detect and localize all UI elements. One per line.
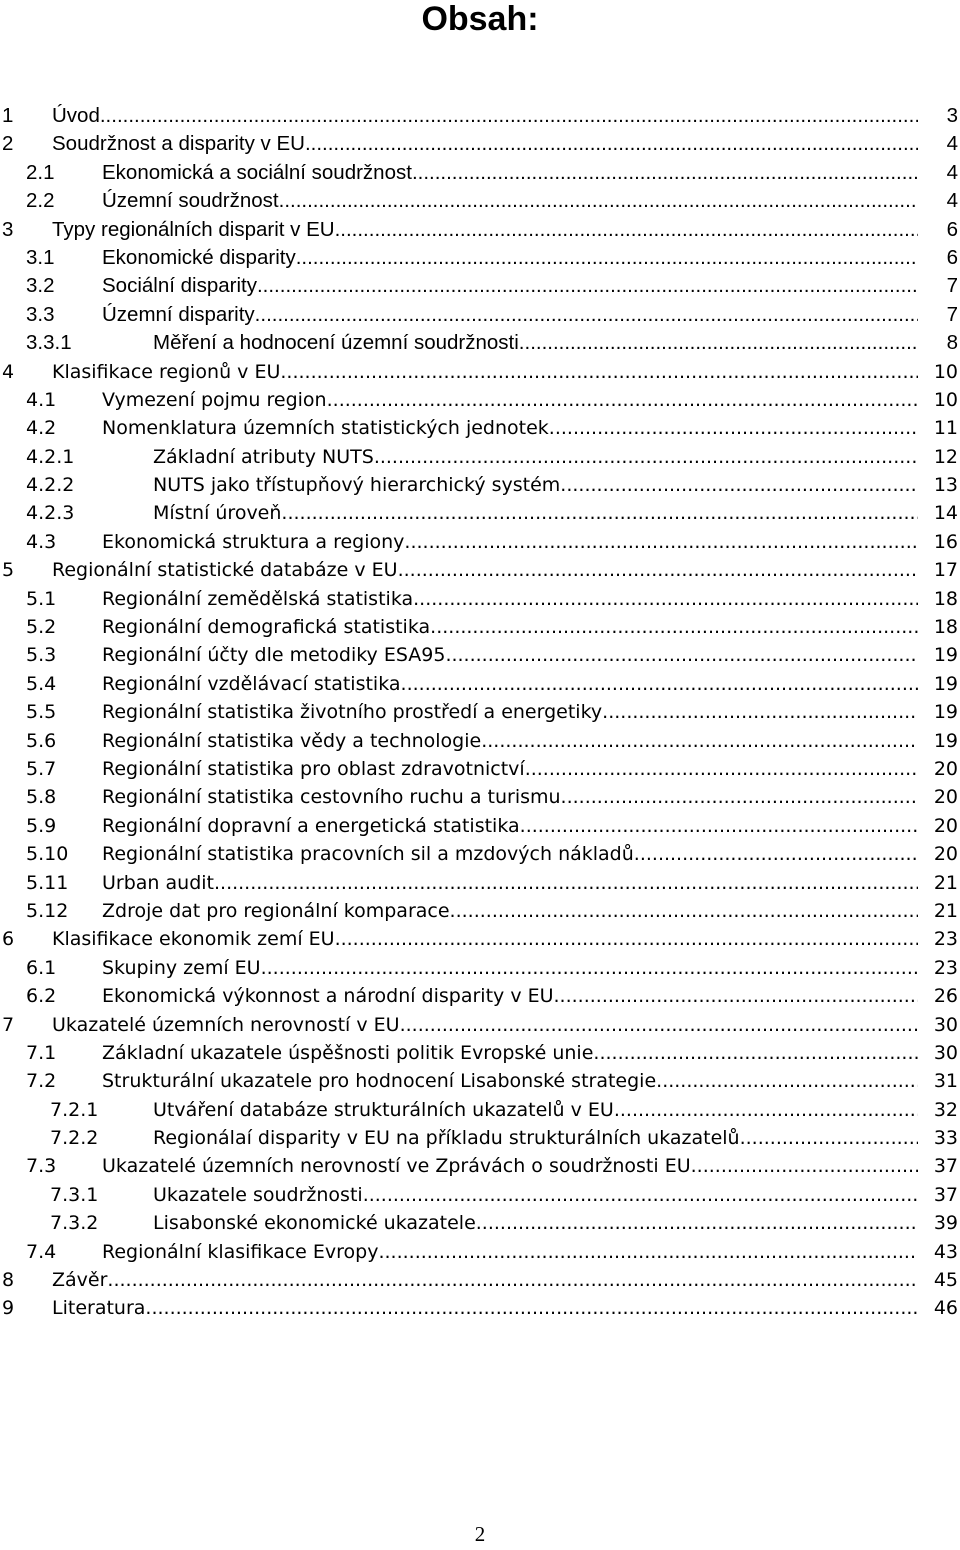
toc-entry-number: 4.2.2 bbox=[26, 474, 75, 497]
toc-entry-page: 19 bbox=[933, 729, 958, 752]
toc-leader-dots bbox=[100, 102, 918, 130]
toc-entry-page: 45 bbox=[933, 1269, 958, 1292]
toc-leader-dots bbox=[691, 1152, 918, 1180]
toc-leader-dots bbox=[305, 130, 918, 158]
toc-leader-dots bbox=[255, 301, 918, 329]
toc-entry-title: NUTS jako třístupňový hierarchický systém bbox=[153, 474, 561, 497]
toc-entry-title: Regionální statistika pracovních sil a mzdových nákladů bbox=[102, 843, 634, 866]
toc-entry-page: 8 bbox=[946, 331, 958, 355]
toc-entry-title: Strukturální ukazatele pro hodnocení Lisabonské strategie. bbox=[102, 1070, 663, 1093]
toc-entry-title: Regionální klasifikace Evropy bbox=[102, 1240, 379, 1263]
toc-leader-dots bbox=[662, 1067, 918, 1095]
toc-leader-dots bbox=[404, 528, 918, 556]
toc-entry-number: 4.1 bbox=[26, 388, 57, 411]
toc-entry-number: 7.2 bbox=[26, 1070, 57, 1093]
toc-entry-page: 39 bbox=[933, 1212, 958, 1235]
toc-entry-page: 46 bbox=[933, 1297, 958, 1320]
toc-entry-title: Regionální zemědělská statistika bbox=[102, 587, 414, 610]
toc-entry-number: 8 bbox=[2, 1269, 15, 1292]
toc-entry-title: Ekonomická výkonnost a národní disparity v EU bbox=[102, 985, 554, 1008]
toc-entry[interactable] bbox=[0, 954, 960, 982]
toc-entry-title: Regionální statistické databáze v EU bbox=[52, 559, 398, 582]
toc-leader-dots bbox=[401, 670, 918, 698]
toc-entry-number: 4 bbox=[2, 360, 15, 383]
toc-entry-number: 5.8 bbox=[26, 786, 57, 809]
toc-entry-number: 4.3 bbox=[26, 530, 57, 553]
toc-entry[interactable] bbox=[0, 1124, 960, 1152]
toc-entry[interactable] bbox=[0, 329, 960, 357]
toc-entry-number: 7.3.2 bbox=[50, 1212, 99, 1235]
toc-entry-page: 18 bbox=[933, 587, 958, 610]
toc-leader-dots bbox=[335, 925, 918, 953]
toc-entry-number: 7.1 bbox=[26, 1041, 57, 1064]
toc-entry-number: 5 bbox=[2, 559, 15, 582]
toc-entry-title: Zdroje dat pro regionální komparace bbox=[102, 899, 450, 922]
toc-entry[interactable] bbox=[0, 272, 960, 300]
toc-entry[interactable] bbox=[0, 187, 960, 215]
toc-entry-number: 3 bbox=[2, 217, 14, 241]
toc-entry-number: 5.12 bbox=[26, 899, 69, 922]
toc-entry[interactable] bbox=[0, 613, 960, 641]
toc-entry-title: Klasifikace regionů v EU bbox=[52, 360, 281, 383]
toc-leader-dots bbox=[363, 1181, 918, 1209]
toc-entry-page: 30 bbox=[933, 1013, 958, 1036]
toc-entry-number: 7.3 bbox=[26, 1155, 57, 1178]
toc-entry[interactable] bbox=[0, 159, 960, 187]
toc-entry[interactable] bbox=[0, 869, 960, 897]
toc-entry[interactable] bbox=[0, 755, 960, 783]
toc-entry-page: 7 bbox=[946, 274, 958, 298]
toc-entry[interactable] bbox=[0, 783, 960, 811]
toc-entry[interactable] bbox=[0, 1266, 960, 1294]
toc-entry-page: 4 bbox=[946, 132, 958, 156]
toc-entry[interactable] bbox=[0, 1294, 960, 1322]
toc-leader-dots bbox=[526, 812, 918, 840]
toc-entry-number: 5.6 bbox=[26, 729, 57, 752]
toc-entry-title: Ekonomická a sociální soudržnost bbox=[102, 160, 412, 184]
toc-entry-number: 5.5 bbox=[26, 701, 57, 724]
toc-entry-number: 5.2 bbox=[26, 616, 57, 639]
toc-leader-dots bbox=[335, 216, 918, 244]
toc-entry[interactable] bbox=[0, 727, 960, 755]
toc-entry-title: Ekonomická struktura a regiony bbox=[102, 530, 405, 553]
toc-leader-dots bbox=[280, 358, 918, 386]
toc-entry-number: 7.4 bbox=[26, 1240, 57, 1263]
toc-entry-page: 30 bbox=[933, 1041, 958, 1064]
toc-entry-title: Soudržnost a disparity v EU bbox=[52, 132, 305, 156]
toc-leader-dots bbox=[620, 1096, 918, 1124]
toc-entry-number: 1 bbox=[2, 104, 14, 127]
toc-entry-page: 32 bbox=[933, 1098, 958, 1121]
toc-leader-dots bbox=[296, 244, 918, 272]
toc-entry-page: 6 bbox=[946, 217, 958, 241]
toc-leader-dots bbox=[634, 840, 918, 868]
toc-entry-title: Místní úroveň bbox=[153, 502, 282, 525]
toc-entry-page: 19 bbox=[933, 672, 958, 695]
toc-entry[interactable] bbox=[0, 1039, 960, 1067]
toc-entry[interactable] bbox=[0, 1181, 960, 1209]
toc-entry[interactable] bbox=[0, 641, 960, 669]
toc-entry[interactable] bbox=[0, 556, 960, 584]
toc-entry[interactable] bbox=[0, 670, 960, 698]
toc-entry-page: 7 bbox=[946, 302, 958, 326]
toc-entry-number: 3.3.1 bbox=[26, 331, 72, 355]
toc-entry-page: 21 bbox=[933, 871, 958, 894]
toc-entry-number: 3.1 bbox=[26, 245, 55, 269]
toc-entry-title: Regionální statistika pro oblast zdravotnictví bbox=[102, 757, 525, 780]
toc-entry-title: Základní ukazatele úspěšnosti politik Evropské unie bbox=[102, 1041, 594, 1064]
toc-entry-number: 4.2.1 bbox=[26, 445, 75, 468]
toc-leader-dots bbox=[549, 414, 918, 442]
toc-entry-page: 19 bbox=[933, 701, 958, 724]
toc-entry-number: 6.2 bbox=[26, 985, 57, 1008]
toc-entry-page: 14 bbox=[933, 502, 958, 525]
toc-entry-number: 5.7 bbox=[26, 757, 57, 780]
toc-entry-page: 10 bbox=[933, 360, 958, 383]
toc-entry-title: Utváření databáze strukturálních ukazatelů v EU. bbox=[153, 1098, 620, 1121]
toc-entry-title: Ukazatelé územních nerovností ve Zprávách o soudržnosti EU bbox=[102, 1155, 691, 1178]
toc-entry-number: 5.9 bbox=[26, 814, 57, 837]
toc-entry-number: 7.2.1 bbox=[50, 1098, 99, 1121]
toc-leader-dots bbox=[487, 727, 918, 755]
toc-leader-dots bbox=[214, 869, 918, 897]
toc-entry-title: Skupiny zemí EU bbox=[102, 956, 261, 979]
toc-entry[interactable] bbox=[0, 982, 960, 1010]
toc-entry-title: Ekonomické disparity bbox=[102, 245, 296, 269]
toc-entry[interactable] bbox=[0, 1011, 960, 1039]
toc-entry-title: Územní disparity bbox=[102, 302, 255, 326]
toc-entry-number: 5.3 bbox=[26, 644, 57, 667]
table-of-contents bbox=[0, 102, 960, 1323]
toc-entry[interactable] bbox=[0, 301, 960, 329]
toc-leader-dots bbox=[412, 159, 918, 187]
toc-entry[interactable] bbox=[0, 471, 960, 499]
toc-entry[interactable] bbox=[0, 1209, 960, 1237]
toc-entry[interactable] bbox=[0, 130, 960, 158]
toc-leader-dots bbox=[261, 954, 918, 982]
toc-leader-dots bbox=[413, 585, 918, 613]
toc-leader-dots bbox=[476, 1209, 918, 1237]
toc-entry[interactable] bbox=[0, 216, 960, 244]
toc-entry-title: Regionální účty dle metodiky ESA95 bbox=[102, 644, 446, 667]
toc-entry-title: Měření a hodnocení územní soudržnosti bbox=[153, 331, 519, 355]
page-title: Obsah: bbox=[421, 0, 539, 38]
toc-entry[interactable] bbox=[0, 386, 960, 414]
toc-entry[interactable] bbox=[0, 443, 960, 471]
toc-entry[interactable] bbox=[0, 102, 960, 130]
toc-leader-dots bbox=[519, 329, 918, 357]
toc-leader-dots bbox=[400, 1011, 918, 1039]
toc-entry[interactable] bbox=[0, 1067, 960, 1095]
toc-entry-page: 10 bbox=[933, 388, 958, 411]
toc-entry-page: 12 bbox=[933, 445, 958, 468]
toc-entry-title: Ukazatelé územních nerovností v EU bbox=[52, 1013, 400, 1036]
toc-entry[interactable] bbox=[0, 528, 960, 556]
toc-entry-number: 6.1 bbox=[26, 956, 57, 979]
toc-entry-title: Regionální statistika cestovního ruchu a turismu bbox=[102, 786, 561, 809]
toc-leader-dots bbox=[398, 556, 918, 584]
toc-entry[interactable] bbox=[0, 840, 960, 868]
toc-entry-page: 17 bbox=[933, 559, 958, 582]
toc-entry-title: Vymezení pojmu region bbox=[102, 388, 327, 411]
toc-entry-title: Regionální demografická statistika bbox=[102, 616, 431, 639]
toc-entry-page: 4 bbox=[946, 160, 958, 184]
toc-leader-dots bbox=[107, 1266, 918, 1294]
toc-leader-dots bbox=[378, 1238, 918, 1266]
toc-entry[interactable] bbox=[0, 1238, 960, 1266]
toc-leader-dots bbox=[554, 982, 918, 1010]
toc-entry[interactable] bbox=[0, 414, 960, 442]
toc-entry-title: Regionální statistika vědy a technologie. bbox=[102, 729, 488, 752]
toc-entry-number: 4.2 bbox=[26, 417, 57, 440]
toc-entry[interactable] bbox=[0, 812, 960, 840]
toc-leader-dots bbox=[450, 897, 918, 925]
toc-entry-title: Úvod bbox=[52, 104, 100, 127]
toc-entry-title: Ukazatele soudržnosti bbox=[153, 1183, 363, 1206]
toc-entry-number: 3.3 bbox=[26, 302, 55, 326]
toc-entry-title: Regionální vzdělávací statistika bbox=[102, 672, 401, 695]
toc-entry-number: 5.10 bbox=[26, 843, 69, 866]
toc-entry-title: Regionální dopravní a energetická statistika. bbox=[102, 814, 526, 837]
toc-entry-page: 19 bbox=[933, 644, 958, 667]
toc-entry-title: Územní soudržnost. bbox=[102, 189, 285, 213]
toc-entry-title: Sociální disparity bbox=[102, 274, 257, 298]
toc-entry-title: Základní atributy NUTS bbox=[153, 445, 374, 468]
toc-entry-number: 5.4 bbox=[26, 672, 57, 695]
toc-entry[interactable] bbox=[0, 1096, 960, 1124]
toc-entry-page: 4 bbox=[946, 189, 958, 213]
toc-leader-dots bbox=[602, 698, 918, 726]
toc-entry[interactable] bbox=[0, 358, 960, 386]
toc-entry-title: Klasifikace ekonomik zemí EU bbox=[52, 928, 335, 951]
toc-entry-title: Urban audit bbox=[102, 871, 214, 894]
toc-entry-page: 6 bbox=[946, 245, 958, 269]
toc-leader-dots bbox=[525, 755, 918, 783]
toc-entry-page: 31 bbox=[933, 1070, 958, 1093]
toc-entry-page: 26 bbox=[933, 985, 958, 1008]
toc-entry-title: Regionální statistika životního prostředí a energetiky bbox=[102, 701, 603, 724]
toc-entry[interactable] bbox=[0, 585, 960, 613]
toc-leader-dots bbox=[593, 1039, 918, 1067]
toc-entry-page: 37 bbox=[933, 1155, 958, 1178]
toc-leader-dots bbox=[145, 1294, 918, 1322]
toc-entry-page: 20 bbox=[933, 814, 958, 837]
toc-leader-dots bbox=[740, 1124, 918, 1152]
toc-entry[interactable] bbox=[0, 925, 960, 953]
toc-leader-dots bbox=[445, 641, 918, 669]
toc-leader-dots bbox=[561, 783, 918, 811]
toc-entry-number: 2 bbox=[2, 132, 14, 156]
toc-entry-number: 7.2.2 bbox=[50, 1127, 99, 1150]
toc-entry-page: 13 bbox=[933, 474, 958, 497]
toc-entry-title: Regionálaí disparity v EU na příkladu strukturálních ukazatelů bbox=[153, 1127, 740, 1150]
toc-entry-number: 2.2 bbox=[26, 189, 55, 213]
toc-entry[interactable] bbox=[0, 1152, 960, 1180]
toc-entry-page: 20 bbox=[933, 757, 958, 780]
toc-entry-number: 7 bbox=[2, 1013, 15, 1036]
toc-entry[interactable] bbox=[0, 897, 960, 925]
toc-leader-dots bbox=[560, 471, 918, 499]
toc-entry-page: 11 bbox=[933, 417, 958, 440]
page-number: 2 bbox=[474, 1522, 486, 1546]
toc-entry[interactable] bbox=[0, 499, 960, 527]
toc-entry-page: 23 bbox=[933, 928, 958, 951]
toc-entry-page: 20 bbox=[933, 843, 958, 866]
toc-entry-number: 9 bbox=[2, 1297, 15, 1320]
toc-entry-title: Závěr bbox=[52, 1269, 108, 1292]
toc-leader-dots bbox=[327, 386, 918, 414]
toc-entry-page: 21 bbox=[933, 899, 958, 922]
toc-entry-number: 5.11 bbox=[26, 871, 69, 894]
toc-entry-page: 43 bbox=[933, 1240, 958, 1263]
toc-entry-title: Typy regionálních disparit v EU bbox=[52, 217, 335, 241]
toc-entry-number: 7.3.1 bbox=[50, 1183, 99, 1206]
toc-leader-dots bbox=[284, 187, 918, 215]
toc-entry[interactable] bbox=[0, 698, 960, 726]
toc-entry-number: 5.1 bbox=[26, 587, 57, 610]
toc-entry-title: Nomenklatura územních statistických jednotek bbox=[102, 417, 549, 440]
toc-entry-page: 18 bbox=[933, 616, 958, 639]
toc-entry-title: Literatura bbox=[52, 1297, 146, 1320]
toc-entry-number: 2.1 bbox=[26, 160, 55, 184]
toc-entry-page: 20 bbox=[933, 786, 958, 809]
toc-entry-page: 33 bbox=[933, 1127, 958, 1150]
toc-leader-dots bbox=[374, 443, 918, 471]
toc-entry-title: Lisabonské ekonomické ukazatele bbox=[153, 1212, 476, 1235]
toc-entry-page: 23 bbox=[933, 956, 958, 979]
toc-leader-dots bbox=[430, 613, 918, 641]
toc-leader-dots bbox=[281, 499, 918, 527]
toc-entry-page: 16 bbox=[933, 530, 958, 553]
toc-entry-number: 3.2 bbox=[26, 274, 55, 298]
toc-leader-dots bbox=[257, 272, 918, 300]
toc-entry-page: 3 bbox=[946, 104, 958, 127]
toc-entry[interactable] bbox=[0, 244, 960, 272]
toc-entry-page: 37 bbox=[933, 1183, 958, 1206]
toc-entry-number: 6 bbox=[2, 928, 15, 951]
toc-entry-number: 4.2.3 bbox=[26, 502, 75, 525]
